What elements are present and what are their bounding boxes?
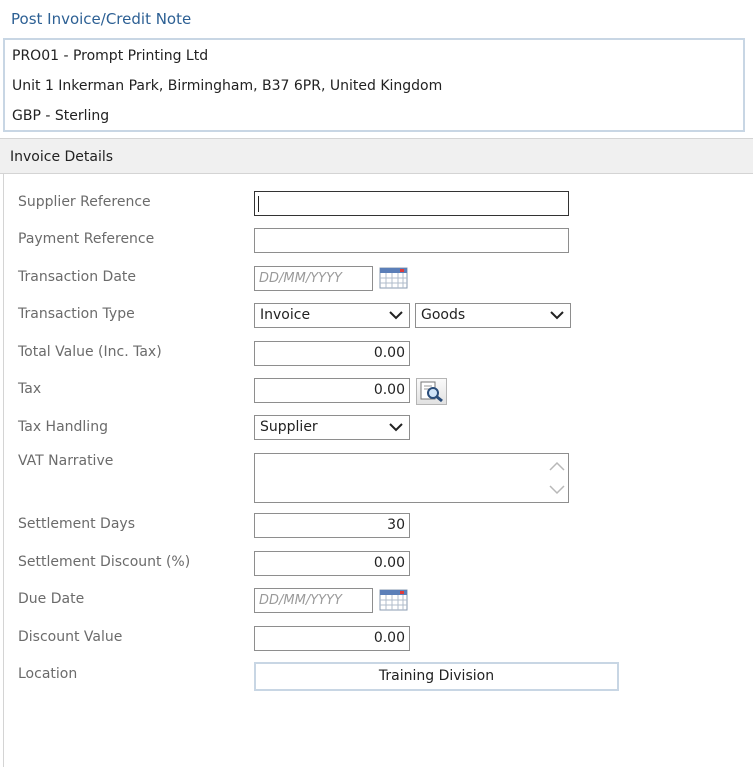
transaction-type-label: Transaction Type: [18, 306, 135, 322]
location-button[interactable]: Training Division: [254, 662, 619, 691]
tax-input[interactable]: 0.00: [254, 378, 410, 403]
chevron-down-icon: [389, 309, 403, 321]
settlement-discount-label: Settlement Discount (%): [18, 554, 191, 570]
section-title: Invoice Details: [10, 149, 114, 165]
chevron-down-icon: [550, 309, 564, 321]
magnifier-icon: [417, 379, 446, 404]
location-label: Location: [18, 666, 78, 682]
discount-value-label: Discount Value: [18, 629, 123, 645]
page-title: Post Invoice/Credit Note: [11, 10, 192, 28]
settlement-days-input[interactable]: 30: [254, 513, 410, 538]
transaction-category-select[interactable]: Goods: [415, 303, 571, 328]
scroll-up-icon[interactable]: [549, 460, 565, 472]
tax-handling-label: Tax Handling: [18, 419, 108, 435]
settlement-days-label: Settlement Days: [18, 516, 135, 532]
transaction-date-label: Transaction Date: [18, 269, 137, 285]
supplier-summary: [3, 38, 745, 132]
tax-handling-select[interactable]: Supplier: [254, 415, 410, 440]
total-value-label: Total Value (Inc. Tax): [18, 344, 162, 360]
calendar-icon[interactable]: [379, 266, 409, 291]
payment-reference-input[interactable]: [254, 228, 569, 253]
chevron-down-icon: [389, 421, 403, 433]
scroll-down-icon[interactable]: [549, 484, 565, 496]
vat-narrative-textarea[interactable]: [254, 453, 569, 503]
invoice-details-header: [0, 138, 753, 174]
discount-value-input[interactable]: 0.00: [254, 626, 410, 651]
supplier-name: PRO01 - Prompt Printing Ltd: [12, 48, 209, 64]
due-date-input[interactable]: DD/MM/YYYY: [254, 588, 373, 613]
supplier-reference-input[interactable]: [254, 191, 569, 216]
supplier-currency: GBP - Sterling: [12, 108, 110, 124]
tax-label: Tax: [18, 381, 42, 397]
transaction-type-select[interactable]: Invoice: [254, 303, 410, 328]
settlement-discount-input[interactable]: 0.00: [254, 551, 410, 576]
tax-lookup-button[interactable]: [416, 378, 447, 405]
transaction-date-input[interactable]: DD/MM/YYYY: [254, 266, 373, 291]
vat-narrative-label: VAT Narrative: [18, 453, 114, 469]
text-caret: [258, 196, 259, 212]
total-value-input[interactable]: 0.00: [254, 341, 410, 366]
payment-reference-label: Payment Reference: [18, 231, 155, 247]
supplier-reference-label: Supplier Reference: [18, 194, 151, 210]
supplier-address: Unit 1 Inkerman Park, Birmingham, B37 6PR, United Kingdom: [12, 78, 443, 94]
due-date-label: Due Date: [18, 591, 85, 607]
calendar-icon[interactable]: [379, 588, 409, 613]
